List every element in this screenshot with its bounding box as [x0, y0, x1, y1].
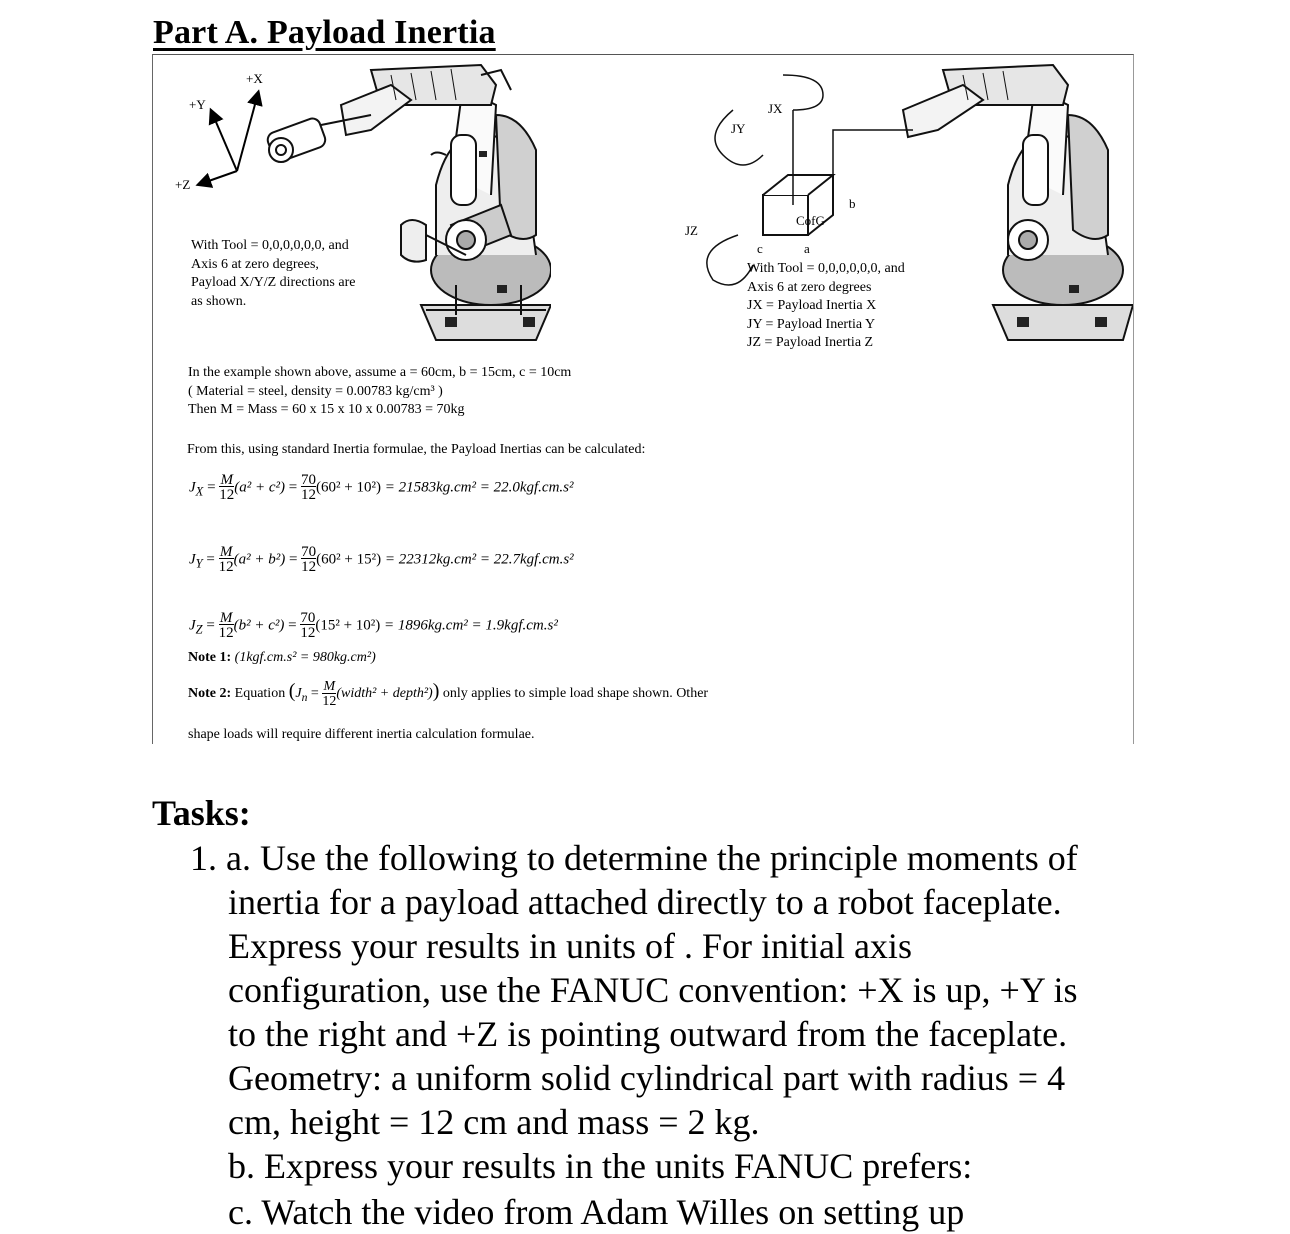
eq-result: = 22312kg.cm² = 22.7kgf.cm.s²	[384, 551, 574, 568]
frac-num: M	[323, 679, 336, 694]
frac-den: 12	[301, 487, 317, 503]
eq-numeric: (60² + 10²)	[316, 479, 381, 496]
dim-b-label: b	[849, 196, 856, 211]
frac-num: M	[220, 472, 234, 488]
page-title: Part A. Payload Inertia	[153, 14, 496, 51]
frac-den: 12	[322, 694, 337, 709]
task-line: configuration, use the FANUC convention: +X is up, +Y is	[228, 970, 1078, 1010]
axis-label-x: +X	[246, 71, 263, 86]
eq-numeric: (60² + 15²)	[316, 551, 382, 568]
dim-c-label: c	[757, 241, 763, 256]
note-label: Note 1:	[188, 650, 232, 665]
frac-den: 12	[218, 625, 234, 641]
formula-intro: From this, using standard Inertia formulae, the Payload Inertias can be calculated:	[187, 442, 646, 457]
note-body: (1kgf.cm.s² = 980kg.cm²)	[234, 650, 376, 665]
task-line: Geometry: a uniform solid cylindrical part with radius = 4	[228, 1058, 1066, 1098]
eq-subscript: Y	[195, 556, 203, 571]
eq-numeric: (15² + 10²)	[315, 617, 381, 634]
dim-a-label: a	[804, 241, 810, 256]
equation-jx: $J_X = \frac{M}{12}(a^2 + c^2) = \frac{70}{12}(60^2 + 10^2) = 21583kg.cm^2 = 22.0kgf.cm.s^2$	[189, 472, 574, 503]
task-line: Express your results in units of . For initial axis	[228, 926, 912, 966]
right-caption	[747, 260, 905, 353]
eq-result: = 21583kg.cm² = 22.0kgf.cm.s²	[384, 479, 574, 496]
caption-line: Axis 6 at zero degrees,	[191, 256, 319, 272]
frac-num: 70	[301, 472, 317, 488]
note-2: Note 2: Equation ($J_n$ = $\frac{M}{12}(width^2$ + depth²)) only applies to simple load shape shown. Other	[188, 679, 709, 709]
axis-label-y: +Y	[189, 97, 206, 112]
caption-line: JZ = Payload Inertia Z	[747, 335, 874, 350]
example-block	[188, 364, 571, 420]
note-word: Equation	[234, 686, 286, 702]
jz-label: JZ	[685, 223, 698, 238]
task-line: b. Express your results in the units FANUC prefers:	[228, 1146, 973, 1186]
task-line: to the right and +Z is pointing outward from the faceplate.	[228, 1014, 1068, 1054]
frac-den: 12	[301, 559, 317, 575]
caption-line: JY = Payload Inertia Y	[747, 316, 876, 332]
axes-triad-diagram	[173, 71, 273, 191]
caption-line: JX = Payload Inertia X	[747, 298, 877, 313]
eq-subscript: X	[195, 484, 204, 499]
example-line: Then M = Mass = 60 x 15 x 10 x 0.00783 = 70kg	[188, 402, 465, 417]
task-line: 1. a. Use the following to determine the principle moments of	[190, 838, 1078, 878]
example-line: ( Material = steel, density = 0.00783 kg/cm³ )	[188, 383, 443, 399]
left-caption	[191, 237, 355, 311]
eq-subscript: Z	[195, 622, 203, 637]
jy-label: JY	[731, 121, 746, 136]
frac-den: 12	[219, 487, 235, 503]
example-line: In the example shown above, assume a = 60cm, b = 15cm, c = 10cm	[188, 365, 572, 380]
frac-num: 70	[301, 544, 317, 560]
caption-line: With Tool = 0,0,0,0,0,0, and	[747, 261, 905, 276]
note-tail: only applies to simple load shape shown. Other	[442, 686, 709, 702]
task-list	[190, 836, 1190, 1188]
note-label: Note 2:	[188, 686, 232, 702]
jx-label: JX	[768, 101, 783, 116]
note-2-continued: shape loads will require different inertia calculation formulae.	[188, 727, 535, 742]
axis-label-z: +Z	[175, 177, 191, 192]
caption-line: Axis 6 at zero degrees	[747, 279, 872, 295]
cofg-label: CofG	[796, 213, 825, 228]
eq-result: = 1896kg.cm² = 1.9kgf.cm.s²	[384, 617, 558, 634]
frac-num: M	[219, 544, 233, 560]
equation-jz: $J_Z = \frac{M}{12}(b^2 + c^2) = \frac{70}{12}(15^2 + 10^2) = 1896kg.cm^2 = 1.9kgf.cm.s^2$	[189, 610, 558, 641]
frac-num: M	[219, 610, 233, 626]
caption-line: Payload X/Y/Z directions are	[191, 275, 356, 290]
eq-symbolic: (a² + c²)	[234, 479, 286, 496]
note-1	[188, 650, 376, 666]
eq-symbolic: (a² + b²)	[233, 551, 286, 568]
payload-inertia-figure	[152, 54, 1134, 744]
task-line-cut-off: c. Watch the video from Adam Willes on setting up	[228, 1192, 965, 1232]
frac-den: 12	[218, 559, 234, 575]
frac-den: 12	[300, 625, 316, 641]
tasks-heading: Tasks:	[152, 793, 251, 833]
caption-line: With Tool = 0,0,0,0,0,0, and	[191, 238, 349, 253]
caption-line: as shown.	[191, 293, 247, 309]
task-line: inertia for a payload attached directly to a robot faceplate.	[228, 882, 1062, 922]
equation-jy: $J_Y = \frac{M}{12}(a^2 + b^2) = \frac{70}{12}(60^2 + 15^2) = 22312kg.cm^2 = 22.7kgf.cm.s^2$	[189, 544, 574, 575]
note-formula: (width² + depth²)	[336, 686, 433, 702]
task-line: cm, height = 12 cm and mass = 2 kg.	[228, 1102, 760, 1142]
frac-num: 70	[300, 610, 316, 626]
eq-symbolic: (b² + c²)	[233, 617, 285, 634]
